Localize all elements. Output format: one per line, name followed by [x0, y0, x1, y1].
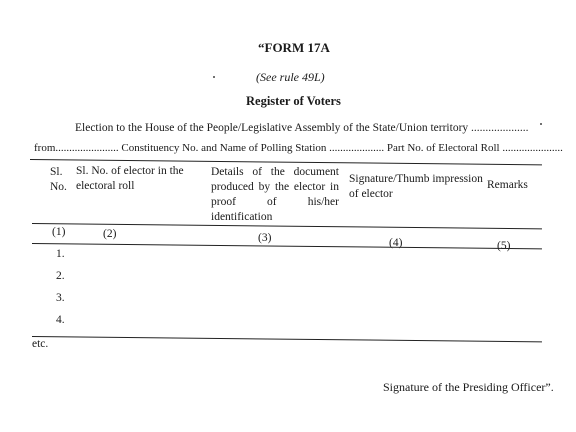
- table-row: 1.: [56, 248, 65, 260]
- col-header-elector-sl-no: Sl. No. of elector in the electoral roll: [76, 165, 184, 192]
- register-heading: Register of Voters: [246, 94, 341, 108]
- col-header-document-details: Details of the document produced by the elector in proof of his/her identification: [211, 166, 339, 223]
- table-row: 4.: [56, 314, 65, 326]
- rule-reference: (See rule 49L): [256, 70, 325, 84]
- table-bottom-rule: [32, 336, 542, 342]
- form-title: “FORM 17A: [258, 40, 330, 55]
- col-number-2: (2): [103, 228, 117, 240]
- table-row: 2.: [56, 270, 65, 282]
- presiding-officer-signature: Signature of the Presiding Officer”.: [383, 380, 554, 394]
- col-number-5: (5): [497, 240, 511, 252]
- speck-mark: [213, 76, 215, 78]
- col-header-sl-no: Sl. No.: [50, 166, 67, 193]
- constituency-line: from....................... Constituency No. and Name of Polling Station .................... Part No. of Electoral Roll ......................: [34, 142, 563, 154]
- col-header-remarks: Remarks: [487, 179, 528, 191]
- election-line: Election to the House of the People/Legislative Assembly of the State/Union territory ....................: [75, 122, 529, 134]
- numbers-bottom-rule: [32, 243, 542, 249]
- col-number-4: (4): [389, 237, 403, 249]
- col-header-signature: Signature/Thumb impression of elector: [349, 173, 483, 200]
- table-row: 3.: [56, 292, 65, 304]
- etc-label: etc.: [32, 338, 49, 350]
- speck-mark: [540, 123, 542, 125]
- col-number-3: (3): [258, 232, 272, 244]
- col-number-1: (1): [52, 226, 66, 238]
